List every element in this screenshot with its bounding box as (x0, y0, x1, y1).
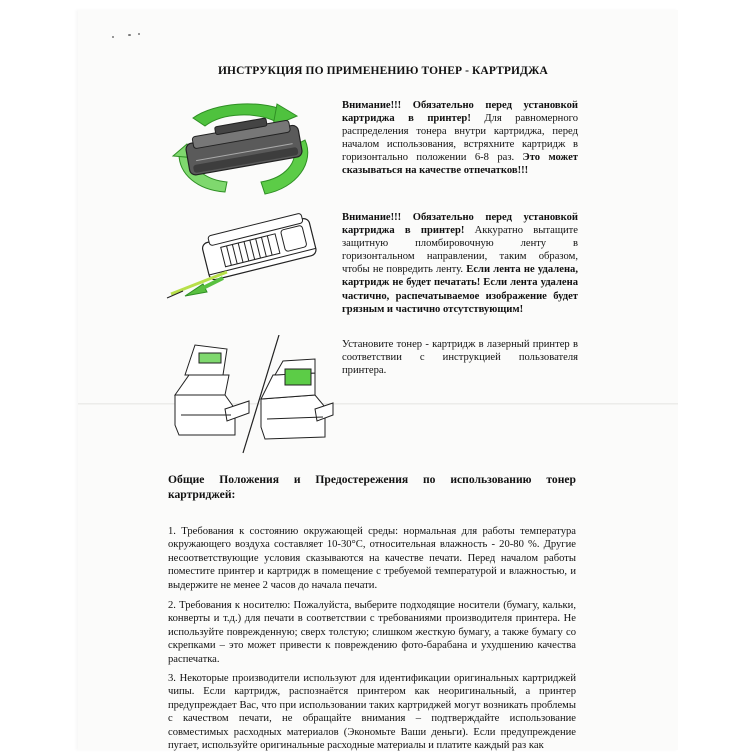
step1-text (342, 99, 578, 178)
step1-bold-lead: Внимание!!! Обязательно перед установкой картриджа в принтер! (342, 100, 578, 125)
list-item: 1. Требования к состоянию окружающей среды: нормальная для работы температура окружающего воздуха составляет 10-30°С, относительная влажность - 20-80 %. Другие несоответствующие условия сказываются на качестве печати. Перед началом работы поместите принтер и картридж в помещение с требуемой температурой и влажностью, и выдержите не менее 2 часов до начала печати. (168, 526, 576, 591)
section-heading-line2: картриджей: (168, 488, 236, 501)
step2-bold-tail: Если лента не удалена, картридж не будет печатать! Если лента удалена частично, распечатываемое изображение будет грязным и частично отсутствующим! (342, 264, 578, 315)
page-title: ИНСТРУКЦИЯ ПО ПРИМЕНЕНИЮ ТОНЕР - КАРТРИДЖА (218, 65, 548, 77)
step2-bold-lead: Внимание!!! Обязательно перед установкой картриджа в принтер! (342, 212, 578, 237)
step2-normal: Аккуратно вытащите защитную пломбировочную ленту в горизонтальном направлении, таким образом, чтобы не повредить ленту. (342, 225, 578, 276)
shake-cartridge-illustration (165, 100, 325, 200)
list-item: 2. Требования к носителю: Пожалуйста, выберите подходящие носители (бумагу, кальки, конверты и т.д.) для печати в соответствии с требованиями производителя принтера. Не используйте поврежденную; сверх толстую; слишком жесткую бумагу, а также бумагу со скрепками – это может привести к повреждению фото-барабана и ухудшению качества распечатка. (168, 600, 576, 665)
step1-bold-tail: Это может сказываться на качестве отпечатков!!! (342, 152, 578, 177)
step1-normal: Для равномерного распределения тонера внутри картриджа, перед началом использования, встряхните картридж в горизонтально положении 6-8 раз. (342, 113, 578, 164)
install-cartridge-illustration (165, 335, 335, 455)
section-heading (168, 472, 576, 502)
step3-text: Установите тонер - картридж в лазерный принтер в соответствии с инструкцией пользователя принтера. (342, 339, 578, 377)
scan-speck (112, 36, 114, 38)
list-item: 3. Некоторые производители используют для идентификации оригинальных картриджей чипы. Если картридж, распознаётся принтером как неоригинальный, а принтер предупреждает Вас, что при использовании таких картриджей могут возникать проблемы с качеством печати, не обращайте внимания – подтверждайте использование совместимых расходных материалов (Экономьте Ваши деньги). Если предупреждение пугает, используйте оригинальные расходные материалы и платите каждый раз как (168, 673, 576, 752)
section-heading-line1: Общие Положения и Предостережения по использованию тонер (168, 473, 576, 486)
remove-seal-tape-illustration (165, 210, 325, 310)
step2-text (342, 211, 578, 316)
scan-speck (128, 34, 131, 36)
scan-speck (138, 33, 140, 35)
